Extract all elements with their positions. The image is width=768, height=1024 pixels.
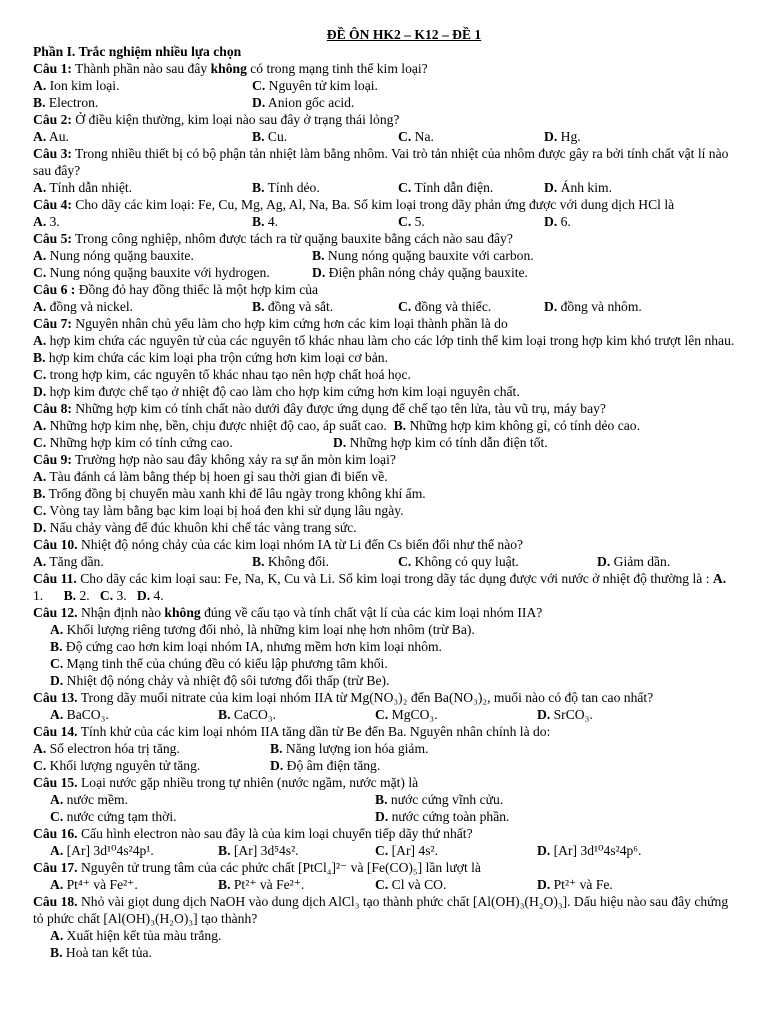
part-heading: Phần I. Trắc nghiệm nhiều lựa chọn: [33, 44, 242, 59]
option-c: Những hợp kim có tính cứng cao.: [49, 435, 233, 450]
question-number: Câu 5:: [33, 231, 72, 246]
question-4: [33, 196, 735, 213]
question-number: Câu 2:: [33, 112, 72, 127]
exam-title: ĐỀ ÔN HK2 – K12 – ĐỀ 1: [326, 27, 482, 42]
option-c: đồng và thiếc.: [414, 299, 492, 314]
question-text: Cấu hình electron nào sau đây là của kim loại chuyển tiếp dãy thứ nhất?: [77, 826, 473, 841]
option-a: hợp kim chứa các nguyên tử của các nguyên tố khác nhau làm cho các lớp tinh thể kim loại trong hợp kim khó trượt lên nhau.: [49, 333, 735, 348]
question-text: Nhỏ vài giọt dung dịch NaOH vào dung dịch AlCl₃ tạo thành phức chất [Al(OH)₃(H₂O)₃]. Dấu hiệu nào sau đây chứng tỏ phức chất [Al(OH)₃(H₂O)₃] tạo thành?: [33, 894, 729, 926]
question-text: Trường hợp nào sau đây không xảy ra sự ăn mòn kim loại?: [71, 452, 396, 467]
option-c: Nguyên tử kim loại.: [268, 78, 378, 93]
question-emphasis: không: [164, 605, 201, 620]
option-b: 4.: [267, 214, 279, 229]
question-number: Câu 10.: [33, 537, 78, 552]
option-d: 4.: [153, 588, 164, 603]
question-13: [33, 689, 735, 706]
option-a: Au.: [48, 129, 69, 144]
question-text: Tính khử của các kim loại nhóm IIA tăng dần từ Be đến Ba. Nguyên nhân chính là do:: [77, 724, 551, 739]
question-number: Câu 6 :: [33, 282, 76, 297]
question-14: [33, 723, 735, 740]
question-number: Câu 3:: [33, 146, 72, 161]
question-text: Cho dãy các kim loại sau: Fe, Na, K, Cu và Li. Số kim loại trong dãy tác dụng được với nước ở nhiệt độ thường là :: [76, 571, 710, 586]
question-text: Ở điều kiện thường, kim loại nào sau đây ở trạng thái lỏng?: [71, 112, 400, 127]
question-number: Câu 1:: [33, 61, 72, 76]
question-number: Câu 11.: [33, 571, 77, 586]
question-text: Những hợp kim có tính chất nào dưới đây được ứng dụng để chế tạo tên lửa, tàu vũ trụ, máy bay?: [71, 401, 606, 416]
options-row: A. Nung nóng quặng bauxite. B. Nung nóng quặng bauxite với carbon.: [33, 248, 534, 263]
option-a: Nung nóng quặng bauxite.: [49, 248, 194, 263]
question-text: Nguyên tử trung tâm của các phức chất [PtCl₄]²⁻ và [Fe(CO)₅] lần lượt là: [77, 860, 481, 875]
question-5: [33, 230, 735, 247]
question-16: [33, 825, 735, 842]
options-row: A. Số electron hóa trị tăng. B. Năng lượng ion hóa giảm.: [33, 741, 429, 756]
question-12: [33, 604, 735, 621]
option-d: Nấu chảy vàng để đúc khuôn khi chế tác vàng trang sức.: [49, 520, 357, 535]
option-a: Số electron hóa trị tăng.: [49, 741, 180, 756]
option-a: Tàu đánh cá làm bằng thép bị hoen gỉ sau thời gian đi biển về.: [49, 469, 388, 484]
question-number: Câu 8:: [33, 401, 72, 416]
question-17: [33, 859, 735, 876]
question-emphasis: không: [210, 61, 247, 76]
options-row: C. nước cứng tạm thời. D. nước cứng toàn phần.: [50, 809, 510, 824]
option-b: Cu.: [267, 129, 288, 144]
options-row: A. Pt⁴⁺ và Fe²⁺. B. Pt²⁺ và Fe²⁺. C. Cl và CO. D. Pt²⁺ và Fe.: [50, 877, 613, 892]
option-c: Tính dẫn điện.: [414, 180, 494, 195]
option-a: Xuất hiện kết tủa màu trắng.: [66, 928, 222, 943]
question-number: Câu 15.: [33, 775, 78, 790]
question-2: [33, 111, 735, 128]
option-d: đồng và nhôm.: [560, 299, 642, 314]
option-a: Tính dẫn nhiệt.: [49, 180, 133, 195]
option-c: Cl và CO.: [391, 877, 447, 892]
question-number: Câu 17.: [33, 860, 78, 875]
option-a: đồng và nickel.: [49, 299, 134, 314]
option-b: Độ cứng cao hơn kim loại nhóm IA, nhưng mềm hơn kim loại nhôm.: [65, 639, 442, 654]
option-a: Tăng dần.: [49, 554, 104, 569]
option-c: Không có quy luật.: [414, 554, 519, 569]
exam-page: ĐỀ ÔN HK2 – K12 – ĐỀ 1 Phần I. Trắc nghiệm nhiều lựa chọn Câu 1: Thành phần nào sau đây không có trong mạng tinh thể kim loại? A. Ion kim loại. C. Nguyên tử kim loại. B. Electron. D. Anion gốc acid. Câu 2: Ở điều kiện thường, kim loại nào sau đây ở trạng thái lỏng? A. Au. B. Cu. C. Na. D. Hg. Câu 3: Trong nhiều thiết bị có bộ phận tản nhiệt làm bằng nhôm. Vai trò tản nhiệt của nhôm được gây ra bởi tính chất vật lí nào sau đây? A. Tính dẫn nhiệt. B. Tính dẻo. C. Tính dẫn điện. D. Ánh kim. Câu 4: Cho dãy các kim loại: Fe, Cu, Mg, Ag, Al, Na, Ba. Số kim loại trong dãy phản ứng được với dung dịch HCl là A. 3. B. 4. C. 5. D. 6. Câu 5: Trong công nghiệp, nhôm được tách ra từ quặng bauxite bằng cách nào sau đây? A. Nung nóng quặng bauxite. B. Nung nóng quặng bauxite với carbon. C. Nung nóng quặng bauxite với hydrogen. D. Điện phân nóng chảy quặng bauxite. Câu 6 : Đồng đỏ hay đồng thiếc là một hợp kim của A. đồng và nickel. B. đồng và sắt. C. đồng và thiếc. D. đồng và nhôm. Câu 7: Nguyên nhân chủ yếu làm cho hợp kim cứng hơn các kim loại thành phần là do A. hợp kim chứa các nguyên tử của các nguyên tố khác nhau làm cho các lớp tinh thể kim loại trong hợp kim khó trượt lên nhau. B. hợp kim chứa các kim loại pha trộn cứng hơn kim loại cơ bản. C. trong hợp kim, các nguyên tố khác nhau tạo nên hợp chất hoá học. D. hợp kim được chế tạo ở nhiệt độ cao làm cho hợp kim cứng hơn kim loại nguyên chất. Câu 8: Những hợp kim có tính chất nào dưới đây được ứng dụng để chế tạo tên lửa, tàu vũ trụ, máy bay? A. Những hợp kim nhẹ, bền, chịu được nhiệt độ cao, áp suất cao. B. Những hợp kim không gỉ, có tính dẻo cao. C. Những hợp kim có tính cứng cao. D. Những hợp kim có tính dẫn điện tốt. Câu 9: Trường hợp nào sau đây không xảy ra sự ăn mòn kim loại? A. Tàu đánh cá làm bằng thép bị hoen gỉ sau thời gian đi biển về. B. Trống đồng bị chuyển màu xanh khi để lâu ngày trong không khí ẩm. C. Vòng tay làm bằng bạc kim loại bị hoá đen khi sử dụng lâu ngày. D. Nấu chảy vàng để đúc khuôn khi chế tác vàng trang sức. Câu 10. Nhiệt độ nóng chảy của các kim loại nhóm IA từ Li đến Cs biến đổi như thế nào? A. Tăng dần. B. Không đổi. C. Không có quy luật. D. Giảm dần. Câu 11. Cho dãy các kim loại sau: Fe, Na, K, Cu và Li. Số kim loại trong dãy tác dụng được với nước ở nhiệt độ thường là : A. 1. B. 2. C. 3. D. 4. Câu 12. Nhận định nào không đúng về cấu tạo và tính chất vật lí của các kim loại nhóm IIA? A. Khối lượng riêng tương đối nhỏ, là những kim loại nhẹ hơn nhôm (trừ Ba). B. Độ cứng cao hơn kim loại nhóm IA, nhưng mềm hơn kim loại nhôm. C. Mạng tinh thể của chúng đều có kiểu lập phương tâm khối. D. Nhiệt độ nóng chảy và nhiệt độ sôi tương đối thấp (trừ Be). Câu 13. Trong dãy muối nitrate của kim loại nhóm IIA từ Mg(NO₃)₂ đến Ba(NO₃)₂, muối nào có độ tan cao nhất? A. BaCO₃. B. CaCO₃. C. MgCO₃. D. SrCO₃. Câu 14. Tính khử của các kim loại nhóm IIA tăng dần từ Be đến Ba. Nguyên nhân chính là do: A. Số electron hóa trị tăng. B. Năng lượng ion hóa giảm. C. Khối lượng nguyên tử tăng. D. Độ âm điện tăng. Câu 15. Loại nước gặp nhiều trong tự nhiên (nước ngầm, nước mặt) là A. nước mềm. B. nước cứng vĩnh cửu. C. nước cứng tạm thời. D. nước cứng toàn phần. Câu 16. Cấu hình electron nào sau đây là của kim loại chuyển tiếp dãy thứ nhất? A. [Ar] 3d¹⁰4s²4p¹. B. [Ar] 3d⁵4s². C. [Ar] 4s². D. [Ar] 3d¹⁰4s²4p⁶. Câu 17. Nguyên tử trung tâm của các phức chất [PtCl₄]²⁻ và [Fe(CO)₅] lần lượt là A. Pt⁴⁺ và Fe²⁺. B. Pt²⁺ và Fe²⁺. C. Cl và CO. D. Pt²⁺ và Fe. Câu 18. Nhỏ vài giọt dung dịch NaOH vào dung dịch AlCl₃ tạo thành phức chất [Al(OH)₃(H₂O)₃]. Dấu hiệu nào sau đây chứng tỏ phức chất [Al(OH)₃(H₂O)₃] tạo thành? A. Xuất hiện kết tủa màu trắng. B. Hoà tan kết tủa.: [33, 27, 735, 960]
option-d: Những hợp kim có tính dẫn điện tốt.: [349, 435, 548, 450]
options-row: C. Khối lượng nguyên tử tăng. D. Độ âm điện tăng.: [33, 758, 381, 773]
option-b: Những hợp kim không gỉ, có tính dẻo cao.: [409, 418, 640, 433]
question-text: Cho dãy các kim loại: Fe, Cu, Mg, Ag, Al, Na, Ba. Số kim loại trong dãy phản ứng được với dung dịch HCl là: [71, 197, 675, 212]
option-a: Những hợp kim nhẹ, bền, chịu được nhiệt độ cao, áp suất cao.: [49, 418, 387, 433]
options-row: A. Tính dẫn nhiệt. B. Tính dẻo. C. Tính dẫn điện. D. Ánh kim.: [33, 180, 612, 195]
option-c: Na.: [414, 129, 434, 144]
option-b: nước cứng vĩnh cửu.: [390, 792, 504, 807]
option-b: Không đổi.: [267, 554, 330, 569]
question-text: Loại nước gặp nhiều trong tự nhiên (nước ngầm, nước mặt) là: [77, 775, 419, 790]
question-18: [33, 893, 735, 927]
option-b: Trống đồng bị chuyển màu xanh khi để lâu ngày trong không khí ẩm.: [48, 486, 426, 501]
question-number: Câu 9:: [33, 452, 72, 467]
question-7: [33, 315, 735, 332]
option-c: Vòng tay làm bằng bạc kim loại bị hoá đen khi sử dụng lâu ngày.: [49, 503, 404, 518]
option-a: 3.: [49, 214, 60, 229]
question-8: [33, 400, 735, 417]
option-d: Pt²⁺ và Fe.: [553, 877, 613, 892]
option-d: 6.: [560, 214, 571, 229]
question-number: Câu 12.: [33, 605, 78, 620]
question-text: Trong dãy muối nitrate của kim loại nhóm IIA từ Mg(NO₃)₂ đến Ba(NO₃)₂, muối nào có độ tan cao nhất?: [77, 690, 654, 705]
option-d: Điện phân nóng chảy quặng bauxite.: [328, 265, 528, 280]
question-text: Thành phần nào sau đây: [71, 61, 211, 76]
option-a: BaCO₃.: [66, 707, 109, 722]
question-text: Trong công nghiệp, nhôm được tách ra từ quặng bauxite bằng cách nào sau đây?: [71, 231, 513, 246]
question-number: Câu 7:: [33, 316, 72, 331]
option-d: Anion gốc acid.: [267, 95, 355, 110]
option-c: Khối lượng nguyên tử tăng.: [49, 758, 201, 773]
option-b: hợp kim chứa các kim loại pha trộn cứng hơn kim loại cơ bản.: [48, 350, 388, 365]
option-b: CaCO₃.: [233, 707, 276, 722]
option-c: [Ar] 4s².: [391, 843, 438, 858]
question-text: Nhiệt độ nóng chảy của các kim loại nhóm IA từ Li đến Cs biến đổi như thế nào?: [77, 537, 524, 552]
question-number: Câu 18.: [33, 894, 78, 909]
option-a: nước mềm.: [66, 792, 128, 807]
options-row: A. đồng và nickel. B. đồng và sắt. C. đồng và thiếc. D. đồng và nhôm.: [33, 299, 642, 314]
question-1: [33, 60, 735, 77]
option-d: Ánh kim.: [560, 180, 612, 195]
option-d: Hg.: [560, 129, 581, 144]
options-row: A. Tăng dần. B. Không đổi. C. Không có quy luật. D. Giảm dần.: [33, 554, 671, 569]
option-d: Giảm dần.: [613, 554, 671, 569]
option-c: nước cứng tạm thời.: [66, 809, 177, 824]
options-row: A. [Ar] 3d¹⁰4s²4p¹. B. [Ar] 3d⁵4s². C. [Ar] 4s². D. [Ar] 3d¹⁰4s²4p⁶.: [50, 843, 642, 858]
question-number: Câu 16.: [33, 826, 78, 841]
option-b: Nung nóng quặng bauxite với carbon.: [327, 248, 534, 263]
options-row: A. nước mềm. B. nước cứng vĩnh cửu.: [50, 792, 504, 807]
options-row: A. BaCO₃. B. CaCO₃. C. MgCO₃. D. SrCO₃.: [50, 707, 593, 722]
question-text: có trong mạng tinh thể kim loại?: [246, 61, 428, 76]
question-10: [33, 536, 735, 553]
question-number: Câu 14.: [33, 724, 78, 739]
question-11: Câu 11. Cho dãy các kim loại sau: Fe, Na, K, Cu và Li. Số kim loại trong dãy tác dụng được với nước ở nhiệt độ thường là : A. 1. B. 2. C. 3. D. 4.: [33, 571, 727, 603]
option-c: Nung nóng quặng bauxite với hydrogen.: [49, 265, 270, 280]
question-text: Trong nhiều thiết bị có bộ phận tản nhiệt làm bằng nhôm. Vai trò tản nhiệt của nhôm được gây ra bởi tính chất vật lí nào sau đây?: [33, 146, 729, 178]
question-number: Câu 13.: [33, 690, 78, 705]
option-d: [Ar] 3d¹⁰4s²4p⁶.: [553, 843, 642, 858]
options-row: B. Electron. D. Anion gốc acid.: [33, 95, 355, 110]
option-c: Mạng tinh thể của chúng đều có kiểu lập phương tâm khối.: [66, 656, 388, 671]
option-a: 1.: [33, 588, 44, 603]
option-b: Năng lượng ion hóa giảm.: [285, 741, 429, 756]
option-a: Khối lượng riêng tương đối nhỏ, là những kim loại nhẹ hơn nhôm (trừ Ba).: [66, 622, 475, 637]
question-3: [33, 145, 735, 179]
question-text: đúng về cấu tạo và tính chất vật lí của các kim loại nhóm IIA?: [200, 605, 543, 620]
question-15: [33, 774, 735, 791]
question-6: [33, 281, 735, 298]
question-text: Đồng đỏ hay đồng thiếc là một hợp kim của: [75, 282, 319, 297]
options-row: C. Những hợp kim có tính cứng cao. D. Những hợp kim có tính dẫn điện tốt.: [33, 435, 548, 450]
option-c: 5.: [414, 214, 425, 229]
question-text: Nhận định nào: [77, 605, 165, 620]
option-d: nước cứng toàn phần.: [391, 809, 510, 824]
option-b: 2.: [79, 588, 90, 603]
option-b: đồng và sắt.: [267, 299, 334, 314]
option-b: Tính dẻo.: [267, 180, 320, 195]
options-row: A. Au. B. Cu. C. Na. D. Hg.: [33, 129, 581, 144]
option-a: [Ar] 3d¹⁰4s²4p¹.: [66, 843, 154, 858]
option-d: Nhiệt độ nóng chảy và nhiệt độ sôi tương đối thấp (trừ Be).: [66, 673, 390, 688]
option-c: trong hợp kim, các nguyên tố khác nhau tạo nên hợp chất hoá học.: [49, 367, 411, 382]
question-9: [33, 451, 735, 468]
options-row: C. Nung nóng quặng bauxite với hydrogen. D. Điện phân nóng chảy quặng bauxite.: [33, 265, 528, 280]
option-a: Ion kim loại.: [49, 78, 120, 93]
option-c: 3.: [116, 588, 127, 603]
option-d: SrCO₃.: [553, 707, 593, 722]
question-text: Nguyên nhân chủ yếu làm cho hợp kim cứng hơn các kim loại thành phần là do: [71, 316, 508, 331]
option-d: Độ âm điện tăng.: [286, 758, 381, 773]
option-b: Hoà tan kết tủa.: [65, 945, 152, 960]
option-a: Pt⁴⁺ và Fe²⁺.: [66, 877, 138, 892]
option-d: hợp kim được chế tạo ở nhiệt độ cao làm cho hợp kim cứng hơn kim loại nguyên chất.: [49, 384, 520, 399]
question-number: Câu 4:: [33, 197, 72, 212]
option-b: [Ar] 3d⁵4s².: [233, 843, 299, 858]
option-b: Electron.: [48, 95, 99, 110]
option-c: MgCO₃.: [391, 707, 438, 722]
options-row: A. 3. B. 4. C. 5. D. 6.: [33, 214, 571, 229]
options-row: A. Ion kim loại. C. Nguyên tử kim loại.: [33, 78, 378, 93]
option-b: Pt²⁺ và Fe²⁺.: [233, 877, 305, 892]
